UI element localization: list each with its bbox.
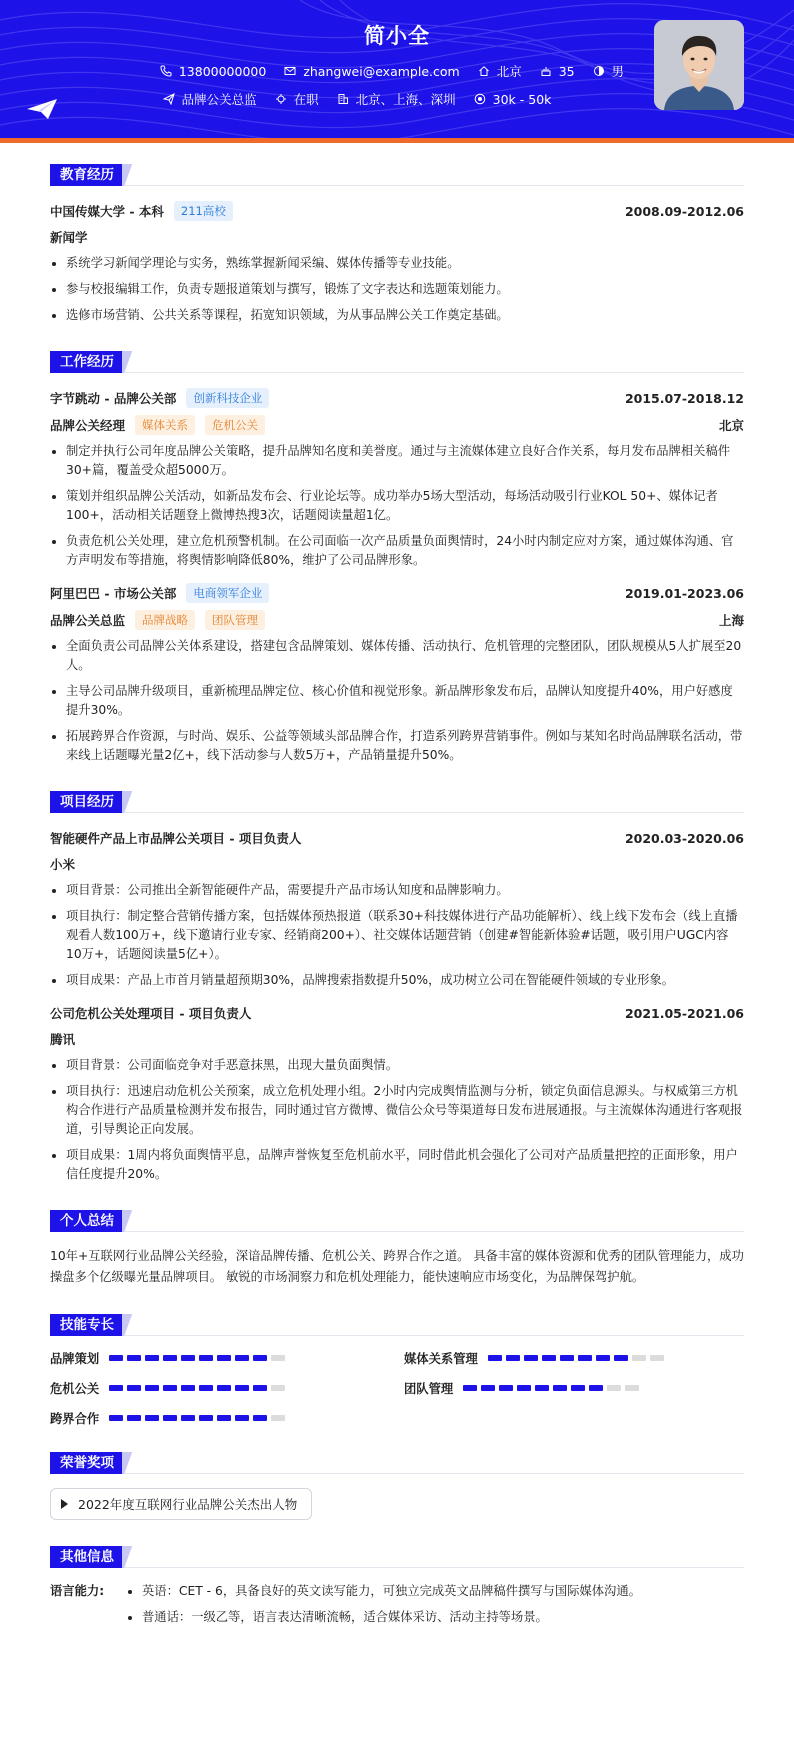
gender-item — [593, 62, 625, 80]
skill-level-dot — [271, 1385, 285, 1391]
list-item: 项目背景：公司推出全新智能硬件产品，需要提升产品市场认知度和品牌影响力。 — [50, 881, 744, 900]
age-item — [540, 62, 575, 80]
salary-item — [474, 90, 552, 108]
project-org: 腾讯 — [50, 1032, 76, 1047]
job-period: 2019.01-2023.06 — [624, 585, 744, 601]
status-item — [275, 90, 319, 108]
target-role-text: 品牌公关总监 — [181, 92, 257, 107]
section-header — [50, 1310, 744, 1336]
job-period: 2015.07-2018.12 — [624, 390, 744, 406]
skill-level-dot — [488, 1355, 502, 1361]
skill-level-dot — [127, 1415, 141, 1421]
skill-level-dot — [253, 1385, 267, 1391]
email-item — [284, 62, 459, 80]
skill-level-dot — [632, 1355, 646, 1361]
school-name: 中国传媒大学 - 本科 — [50, 204, 164, 219]
skill-level-dot — [596, 1355, 610, 1361]
skill-level-dot — [109, 1415, 123, 1421]
building-icon — [337, 93, 349, 105]
skill-level-dot — [578, 1355, 592, 1361]
avatar — [654, 20, 744, 110]
skill-level-dot — [109, 1385, 123, 1391]
skill-level-dot — [650, 1355, 664, 1361]
triangle-icon — [61, 1499, 68, 1509]
skill-level-dot — [217, 1355, 231, 1361]
skill-level-dot — [253, 1415, 267, 1421]
company-tag: 创新科技企业 — [186, 388, 269, 408]
skill-level-dot — [199, 1355, 213, 1361]
section-title: 荣誉奖项 — [50, 1452, 124, 1474]
header-accent-bar — [0, 138, 794, 143]
section-header — [50, 347, 744, 373]
skill-level-dot — [235, 1385, 249, 1391]
other-section — [50, 1542, 744, 1634]
award-item — [50, 1488, 312, 1520]
age-text: 35 — [558, 63, 575, 79]
list-item: 项目背景：公司面临竞争对手恶意抹黑，出现大量负面舆情。 — [50, 1056, 744, 1075]
school-tag: 211高校 — [174, 201, 233, 221]
cake-icon — [540, 65, 552, 77]
skill-level-dot — [163, 1415, 177, 1421]
skill-level-dot — [463, 1385, 477, 1391]
role-tag: 品牌战略 — [135, 610, 195, 630]
skill-level-dot — [524, 1355, 538, 1361]
list-item: 选修市场营销、公共关系等课程，拓宽知识领域，为从事品牌公关工作奠定基础。 — [50, 306, 744, 325]
phone-item — [160, 62, 266, 80]
job-role: 品牌公关经理 — [50, 418, 126, 433]
skill-level-dot — [145, 1355, 159, 1361]
skill-level-dot — [607, 1385, 621, 1391]
skill-level-dot — [181, 1355, 195, 1361]
skill-level-bar — [488, 1355, 664, 1361]
list-item: 普通话：一级乙等，语言表达清晰流畅，适合媒体采访、活动主持等场景。 — [126, 1608, 641, 1627]
skill-level-dot — [553, 1385, 567, 1391]
skill-item — [404, 1350, 744, 1366]
target-role-item — [163, 90, 257, 108]
status-icon — [275, 93, 287, 105]
section-header — [50, 1206, 744, 1232]
skill-level-dot — [235, 1355, 249, 1361]
skill-name: 团队管理 — [404, 1382, 454, 1396]
home-icon — [478, 65, 490, 77]
job-location: 北京 — [718, 418, 744, 433]
list-item: 项目执行：迅速启动危机公关预案，成立危机处理小组。2小时内完成舆情监测与分析，锁定负面信息源头。与权威第三方机构合作进行产品质量检测并发布报告，同时通过官方微博、微信公众号等渠道每日发布进展通报。与主流媒体沟通进行客观报道，引导舆论正向发展。 — [50, 1082, 744, 1139]
list-item: 参与校报编辑工作，负责专题报道策划与撰写，锻炼了文字表达和选题策划能力。 — [50, 280, 744, 299]
project-org: 小米 — [50, 857, 76, 872]
gender-text: 男 — [611, 64, 625, 79]
role-tag: 媒体关系 — [135, 415, 195, 435]
language-label: 语言能力: — [50, 1584, 105, 1598]
skill-name: 品牌策划 — [50, 1352, 100, 1366]
list-item: 项目成果：产品上市首月销量超预期30%，品牌搜索指数提升50%，成功树立公司在智能硬件领域的专业形象。 — [50, 971, 744, 990]
skill-level-dot — [217, 1415, 231, 1421]
section-header — [50, 1448, 744, 1474]
list-item: 主导公司品牌升级项目，重新梳理品牌定位、核心价值和视觉形象。新品牌形象发布后，品牌认知度提升40%，用户好感度提升30%。 — [50, 682, 744, 720]
skill-item — [50, 1350, 404, 1366]
list-item: 项目执行：制定整合营销传播方案，包括媒体预热报道（联系30+科技媒体进行产品功能解析）、线上线下发布会（线上直播观看人数100万+，线下邀请行业专家、经销商200+）、社交媒体话题营销（创建#智能新体验#话题，吸引用户UGC内容10万+，话题阅读量5亿+）。 — [50, 907, 744, 964]
section-title: 项目经历 — [50, 791, 124, 813]
section-title: 教育经历 — [50, 164, 124, 186]
job-entry — [50, 582, 744, 765]
skills-section — [50, 1310, 744, 1426]
skill-level-dot — [127, 1385, 141, 1391]
skill-item — [50, 1410, 404, 1426]
target-cities-item — [337, 90, 456, 108]
city-text: 北京 — [496, 64, 522, 79]
summary-section — [50, 1206, 744, 1288]
company-name: 字节跳动 - 品牌公关部 — [50, 391, 177, 406]
list-item: 负责危机公关处理，建立危机预警机制。在公司面临一次产品质量负面舆情时，24小时内制定应对方案，通过媒体沟通、官方声明发布等措施，将舆情影响降低80%，维护了公司品牌形象。 — [50, 532, 744, 570]
skill-level-dot — [499, 1385, 513, 1391]
skill-level-dot — [163, 1385, 177, 1391]
list-item: 系统学习新闻学理论与实务，熟练掌握新闻采编、媒体传播等专业技能。 — [50, 254, 744, 273]
company-name: 阿里巴巴 - 市场公关部 — [50, 586, 177, 601]
skill-level-dot — [625, 1385, 639, 1391]
skill-level-dot — [614, 1355, 628, 1361]
skill-level-dot — [271, 1355, 285, 1361]
job-location: 上海 — [718, 613, 744, 628]
skills-grid — [50, 1350, 744, 1426]
project-entry — [50, 827, 744, 990]
list-item: 全面负责公司品牌公关体系建设，搭建包含品牌策划、媒体传播、活动执行、危机管理的完整团队，团队规模从5人扩展至20人。 — [50, 637, 744, 675]
skill-level-dot — [199, 1415, 213, 1421]
skill-level-dot — [560, 1355, 574, 1361]
summary-text: 10年+互联网行业品牌公关经验，深谙品牌传播、危机公关、跨界合作之道。 具备丰富的媒体资源和优秀的团队管理能力，成功操盘多个亿级曝光量品牌项目。 敏锐的市场洞察力和危机处理能力，能快速响应市场变化，为品牌保驾护航。 — [50, 1249, 744, 1284]
job-entry — [50, 387, 744, 570]
salary-text: 30k - 50k — [492, 91, 552, 107]
skill-name: 媒体关系管理 — [404, 1352, 478, 1366]
education-row — [50, 200, 744, 222]
skill-level-dot — [181, 1415, 195, 1421]
skill-level-dot — [127, 1355, 141, 1361]
list-item: 制定并执行公司年度品牌公关策略，提升品牌知名度和美誉度。通过与主流媒体建立良好合作关系，每月发布品牌相关稿件30+篇，覆盖受众超5000万。 — [50, 442, 744, 480]
list-item: 项目成果：1周内将负面舆情平息，品牌声誉恢复至危机前水平，同时借此机会强化了公司对产品质量把控的正面形象，用户信任度提升20%。 — [50, 1146, 744, 1184]
section-header — [50, 787, 744, 813]
job-role: 品牌公关总监 — [50, 613, 126, 628]
skill-item — [50, 1380, 404, 1396]
list-item: 拓展跨界合作资源，与时尚、娱乐、公益等领域头部品牌合作，打造系列跨界营销事件。例如与某知名时尚品牌联名活动，带来线上话题曝光量2亿+，线下活动参与人数5万+，产品销量提升50%。 — [50, 727, 744, 765]
email-icon — [284, 65, 296, 77]
phone-text: 13800000000 — [178, 63, 267, 79]
major-name: 新闻学 — [50, 230, 88, 245]
role-tag: 危机公关 — [205, 415, 265, 435]
section-title: 其他信息 — [50, 1546, 124, 1568]
work-section — [50, 347, 744, 765]
section-title: 工作经历 — [50, 351, 124, 373]
education-section — [50, 160, 744, 325]
skill-level-dot — [481, 1385, 495, 1391]
skill-level-bar — [109, 1415, 285, 1421]
education-bullets — [50, 254, 744, 325]
project-name: 公司危机公关处理项目 - 项目负责人 — [50, 1006, 252, 1021]
section-title: 技能专长 — [50, 1314, 124, 1336]
skill-level-dot — [217, 1385, 231, 1391]
paper-plane-icon — [26, 98, 58, 120]
resume-header — [0, 0, 794, 138]
skill-level-dot — [271, 1415, 285, 1421]
skill-level-bar — [109, 1355, 285, 1361]
project-period: 2021.05-2021.06 — [624, 1005, 744, 1021]
skill-level-dot — [506, 1355, 520, 1361]
skill-level-dot — [253, 1355, 267, 1361]
phone-icon — [160, 65, 172, 77]
skill-level-dot — [181, 1385, 195, 1391]
skill-level-dot — [571, 1385, 585, 1391]
coin-icon — [474, 93, 486, 105]
list-item: 英语：CET - 6，具备良好的英文读写能力，可独立完成英文品牌稿件撰写与国际媒体沟通。 — [126, 1582, 641, 1601]
project-name: 智能硬件产品上市品牌公关项目 - 项目负责人 — [50, 831, 302, 846]
section-title: 个人总结 — [50, 1210, 124, 1232]
gender-icon — [593, 65, 605, 77]
skill-level-bar — [463, 1385, 639, 1391]
skill-level-dot — [145, 1385, 159, 1391]
resume-body — [50, 160, 744, 1656]
section-header — [50, 1542, 744, 1568]
skill-level-dot — [163, 1355, 177, 1361]
skill-level-dot — [145, 1415, 159, 1421]
skill-item — [404, 1380, 744, 1396]
target-cities-text: 北京、上海、深圳 — [355, 92, 456, 107]
skill-level-bar — [109, 1385, 285, 1391]
skill-level-dot — [589, 1385, 603, 1391]
status-text: 在职 — [293, 92, 319, 107]
skill-level-dot — [235, 1415, 249, 1421]
skill-name: 跨界合作 — [50, 1412, 100, 1426]
role-tag: 团队管理 — [205, 610, 265, 630]
city-item — [478, 62, 522, 80]
skill-level-dot — [109, 1355, 123, 1361]
send-icon — [163, 93, 175, 105]
skill-level-dot — [535, 1385, 549, 1391]
candidate-name: 简小全 — [364, 24, 430, 48]
skill-level-dot — [542, 1355, 556, 1361]
awards-section — [50, 1448, 744, 1520]
skill-level-dot — [517, 1385, 531, 1391]
list-item: 策划并组织品牌公关活动，如新品发布会、行业论坛等。成功举办5场大型活动，每场活动吸引行业KOL 50+、媒体记者100+，活动相关话题登上微博热搜3次，话题阅读量超1亿。 — [50, 487, 744, 525]
skill-name: 危机公关 — [50, 1382, 100, 1396]
projects-section — [50, 787, 744, 1184]
project-period: 2020.03-2020.06 — [624, 830, 744, 846]
section-header — [50, 160, 744, 186]
education-period: 2008.09-2012.06 — [624, 203, 744, 219]
skill-level-dot — [199, 1385, 213, 1391]
award-text: 2022年度互联网行业品牌公关杰出人物 — [78, 1497, 298, 1512]
language-block — [50, 1582, 744, 1634]
project-entry — [50, 1002, 744, 1184]
email-text: zhangwei@example.com — [303, 63, 460, 79]
profile-photo — [654, 20, 744, 110]
company-tag: 电商领军企业 — [186, 583, 269, 603]
